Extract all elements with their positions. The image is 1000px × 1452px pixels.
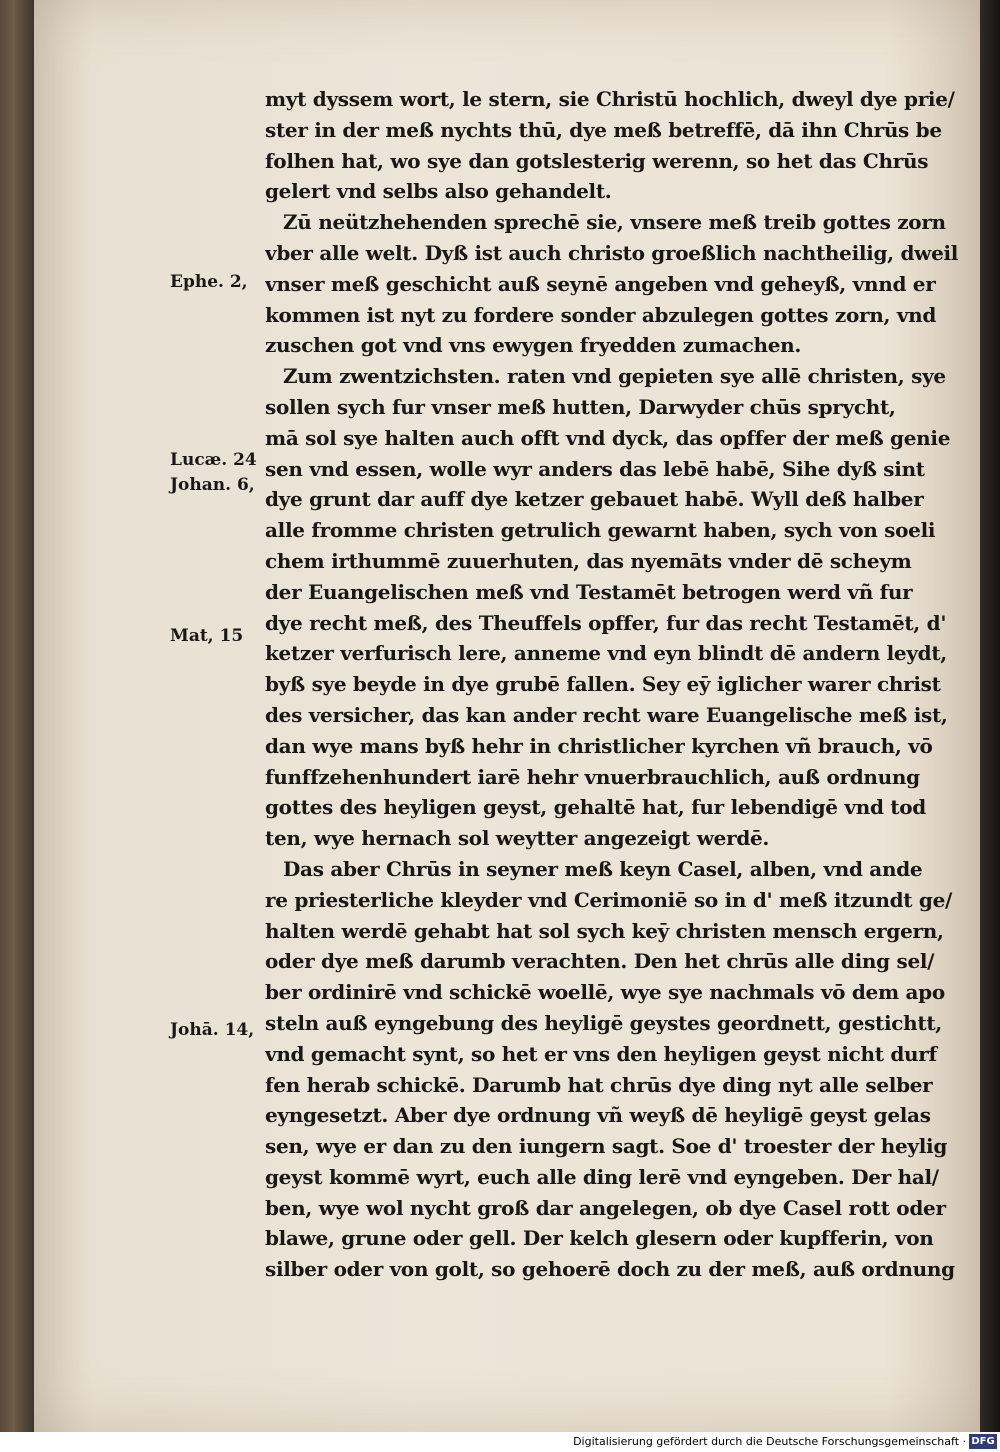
text-line: des versicher, das kan ander recht ware Euangelische meß ist, (265, 702, 948, 727)
text-line: Das aber Chrūs in seyner meß keyn Casel, alben, vnd ande (283, 856, 923, 881)
body-text (265, 84, 965, 1285)
text-line: kommen ist nyt zu fordere sonder abzulegen gottes zorn, vnd (265, 302, 937, 327)
text-line: steln auß eyngebung des heyligē geystes geordnett, gestichtt, (265, 1010, 942, 1035)
text-line: oder dye meß darumb verachten. Den het chrūs alle ding sel/ (265, 949, 935, 974)
text-line: Zū neützhehenden sprechē sie, vnsere meß treib gottes zorn (283, 210, 946, 235)
book-edge-left (0, 0, 34, 1432)
book-edge-right (980, 0, 1000, 1432)
text-line: mā sol sye halten auch offt vnd dyck, das opffer der meß genie (265, 425, 951, 450)
text-line: alle fromme christen getrulich gewarnt haben, sych von soeli (265, 518, 936, 543)
text-line: chem irthummē zuuerhuten, das nyemāts vnder dē scheym (265, 548, 912, 573)
text-line: eyngesetzt. Aber dye ordnung vñ weyß dē heyligē geyst gelas (265, 1103, 931, 1128)
text-line: sen, wye er dan zu den iungern sagt. Soe d' troester der heylig (265, 1134, 947, 1159)
text-line: ben, wye wol nycht groß dar angelegen, ob dye Casel rott oder (265, 1195, 946, 1220)
text-line: dye grunt dar auff dye ketzer gebauet habē. Wyll deß halber (265, 487, 924, 512)
text-line: fen herab schickē. Darumb hat chrūs dye ding nyt alle selber (265, 1072, 933, 1097)
text-line: dan wye mans byß hehr in christlicher kyrchen vñ brauch, vō (265, 733, 933, 758)
text-line: myt dyssem wort, le stern, sie Christū hochlich, dweyl dye prie/ (265, 87, 955, 111)
text-line: byß sye beyde in dye grubē fallen. Sey eȳ iglicher warer christ (265, 672, 941, 697)
text-line: halten werdē gehabt hat sol sych keȳ christen mensch ergern, (265, 918, 944, 943)
footer-bar (0, 1432, 1000, 1452)
text-line: gelert vnd selbs also gehandelt. (265, 179, 612, 204)
text-line: sollen sych fur vnser meß hutten, Darwyder chūs sprycht, (265, 394, 896, 419)
text-line: vnser meß geschicht auß seynē angeben vnd geheyß, vnnd er (265, 271, 936, 296)
text-line: ketzer verfurisch lere, anneme vnd eyn blindt dē andern leydt, (265, 641, 947, 666)
funding-notice: Digitalisierung gefördert durch die Deutsche Forschungsgemeinschaft · (573, 1435, 966, 1448)
text-line: gottes des heyligen geyst, gehaltē hat, fur lebendigē vnd tod (265, 795, 926, 820)
text-line: Zum zwentzichsten. raten vnd gepieten sye allē christen, sye (283, 364, 946, 389)
text-line: geyst kommē wyrt, euch alle ding lerē vnd eyngeben. Der hal/ (265, 1164, 939, 1189)
text-line: ster in der meß nychts thū, dye meß betreffē, dā ihn Chrūs be (265, 117, 942, 142)
text-line: sen vnd essen, wolle wyr anders das lebē habē, Sihe dyß sint (265, 456, 925, 481)
text-line: re priesterliche kleyder vnd Cerimoniē so in d' meß itzundt ge/ (265, 887, 953, 912)
text-line: ten, wye hernach sol weytter angezeigt werdē. (265, 826, 770, 851)
text-line: folhen hat, wo sye dan gotslesterig werenn, so het das Chrūs (265, 148, 929, 173)
margin-note-johan: Johan. 6, (170, 475, 255, 495)
text-line: vber alle welt. Dyß ist auch christo groeßlich nachtheilig, dweil (265, 240, 959, 265)
margin-note-luce: Lucæ. 24 (170, 450, 257, 470)
text-line: blawe, grune oder gell. Der kelch glesern oder kupfferin, von (265, 1226, 934, 1251)
text-line: ber ordinirē vnd schickē woellē, wye sye nachmals vō dem apo (265, 980, 945, 1005)
text-line: vnd gemacht synt, so het er vns den heyligen geyst nicht durf (265, 1041, 937, 1066)
margin-note-joha: Johā. 14, (170, 1020, 255, 1040)
text-line: dye recht meß, des Theuffels opffer, fur das recht Testamēt, d' (265, 610, 947, 635)
text-line: der Euangelischen meß vnd Testamēt betrogen werd vñ fur (265, 579, 913, 604)
dfg-logo[interactable]: DFG (969, 1434, 997, 1449)
margin-note-mat: Mat, 15 (170, 626, 244, 646)
text-line: zuschen got vnd vns ewygen fryedden zumachen. (265, 333, 802, 358)
margin-note-ephe: Ephe. 2, (170, 272, 248, 292)
text-line: funffzehenhundert iarē hehr vnuerbrauchlich, auß ordnung (265, 764, 920, 789)
text-line: silber oder von golt, so gehoerē doch zu der meß, auß ordnung (265, 1257, 955, 1282)
